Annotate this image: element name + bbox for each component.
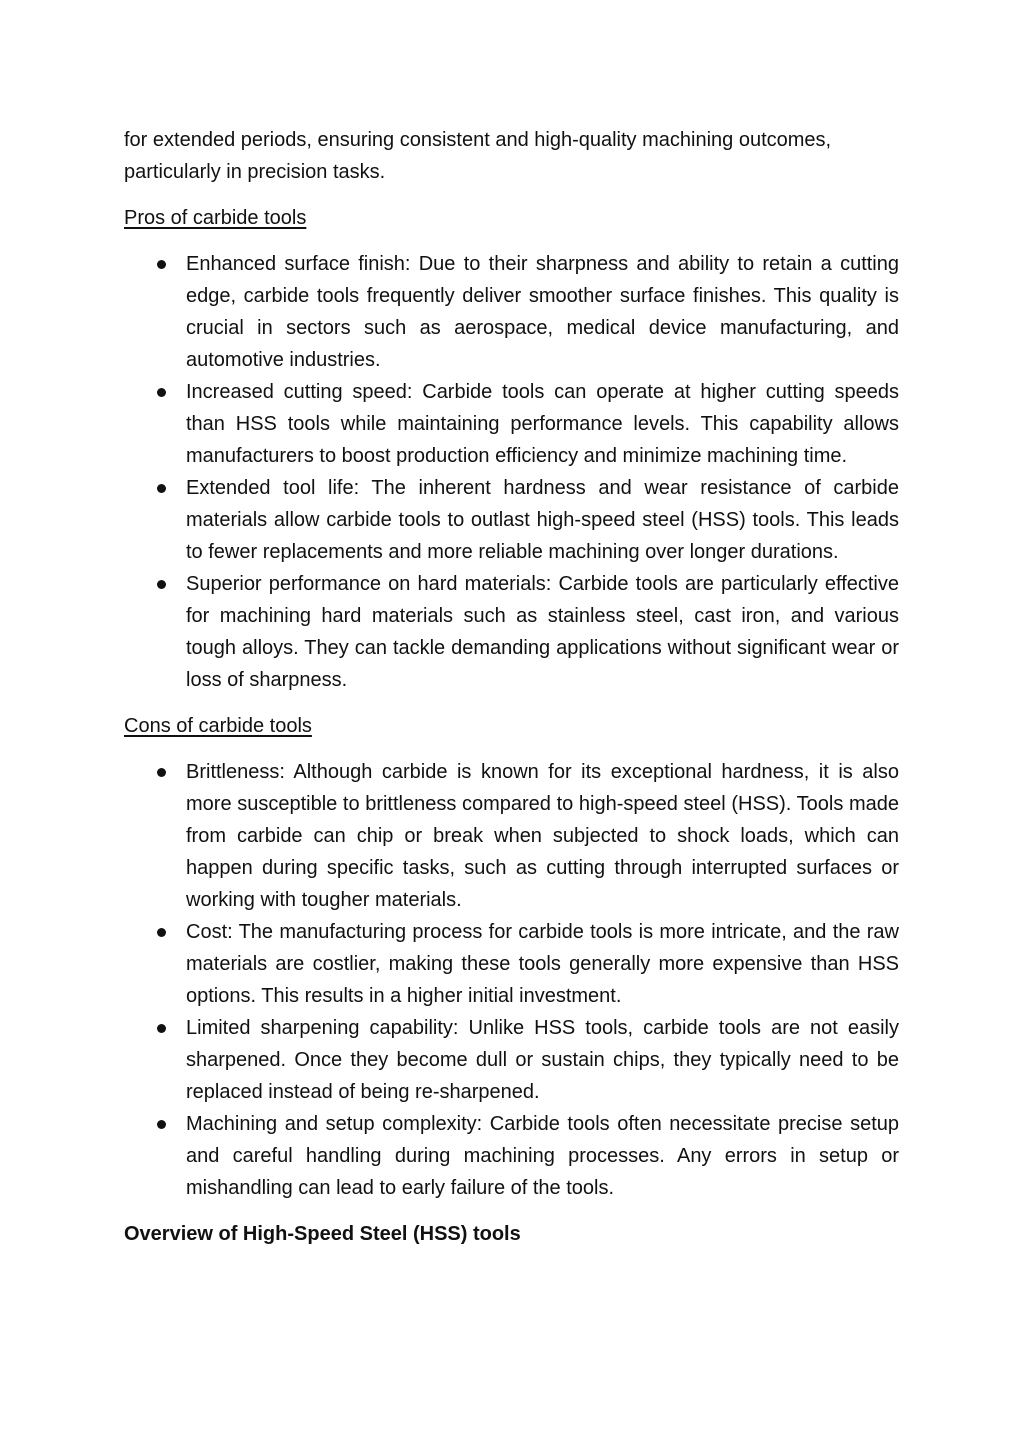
cons-item-text: Brittleness: Although carbide is known for its exceptional hardness, it is also more susceptible to brittleness compared to high-speed steel (HSS). Tools made from carbide can chip or break when subjected to shock loads, which can happen during specific tasks, such as cutting through interrupted surfaces or working with tougher materials. [186, 761, 899, 911]
cons-item-text: Machining and setup complexity: Carbide tools often necessitate precise setup and careful handling during machining processes. Any errors in setup or mishandling can lead to early failure of the tools. [186, 1113, 899, 1199]
cons-list-item [124, 1012, 899, 1108]
pros-list-item [124, 472, 899, 568]
cons-item-text: Limited sharpening capability: Unlike HSS tools, carbide tools are not easily sharpened. Once they become dull or sustain chips, they typically need to be replaced instead of being re-sharpened. [186, 1017, 899, 1103]
cons-list [124, 756, 899, 1204]
pros-item-text: Superior performance on hard materials: Carbide tools are particularly effective for machining hard materials such as stainless steel, cast iron, and various tough alloys. They can tackle demanding applications without significant wear or loss of sharpness. [186, 573, 899, 691]
cons-item-text: Cost: The manufacturing process for carbide tools is more intricate, and the raw materials are costlier, making these tools generally more expensive than HSS options. This results in a higher initial investment. [186, 921, 899, 1007]
pros-heading: Pros of carbide tools [124, 207, 307, 229]
pros-list-item [124, 248, 899, 376]
cons-list-item [124, 756, 899, 916]
pros-item-text: Enhanced surface finish: Due to their sharpness and ability to retain a cutting edge, carbide tools frequently deliver smoother surface finishes. This quality is crucial in sectors such as aerospace, medical device manufacturing, and automotive industries. [186, 253, 899, 371]
cons-list-item [124, 1108, 899, 1204]
bullet-icon [157, 260, 166, 269]
cons-heading: Cons of carbide tools [124, 715, 312, 737]
bullet-icon [157, 768, 166, 777]
cons-list-item [124, 916, 899, 1012]
pros-list-item [124, 568, 899, 696]
pros-list [124, 248, 899, 696]
pros-item-text: Increased cutting speed: Carbide tools can operate at higher cutting speeds than HSS tools while maintaining performance levels. This capability allows manufacturers to boost production efficiency and minimize machining time. [186, 381, 899, 467]
bullet-icon [157, 1024, 166, 1033]
bullet-icon [157, 484, 166, 493]
pros-list-item [124, 376, 899, 472]
bullet-icon [157, 580, 166, 589]
bullet-icon [157, 928, 166, 937]
bullet-icon [157, 388, 166, 397]
pros-item-text: Extended tool life: The inherent hardness and wear resistance of carbide materials allow carbide tools to outlast high-speed steel (HSS) tools. This leads to fewer replacements and more reliable machining over longer durations. [186, 477, 899, 563]
intro-paragraph: for extended periods, ensuring consistent and high-quality machining outcomes, particularly in precision tasks. [124, 129, 832, 183]
hss-overview-heading: Overview of High-Speed Steel (HSS) tools [124, 1223, 521, 1245]
document-page [124, 124, 899, 1250]
bullet-icon [157, 1120, 166, 1129]
